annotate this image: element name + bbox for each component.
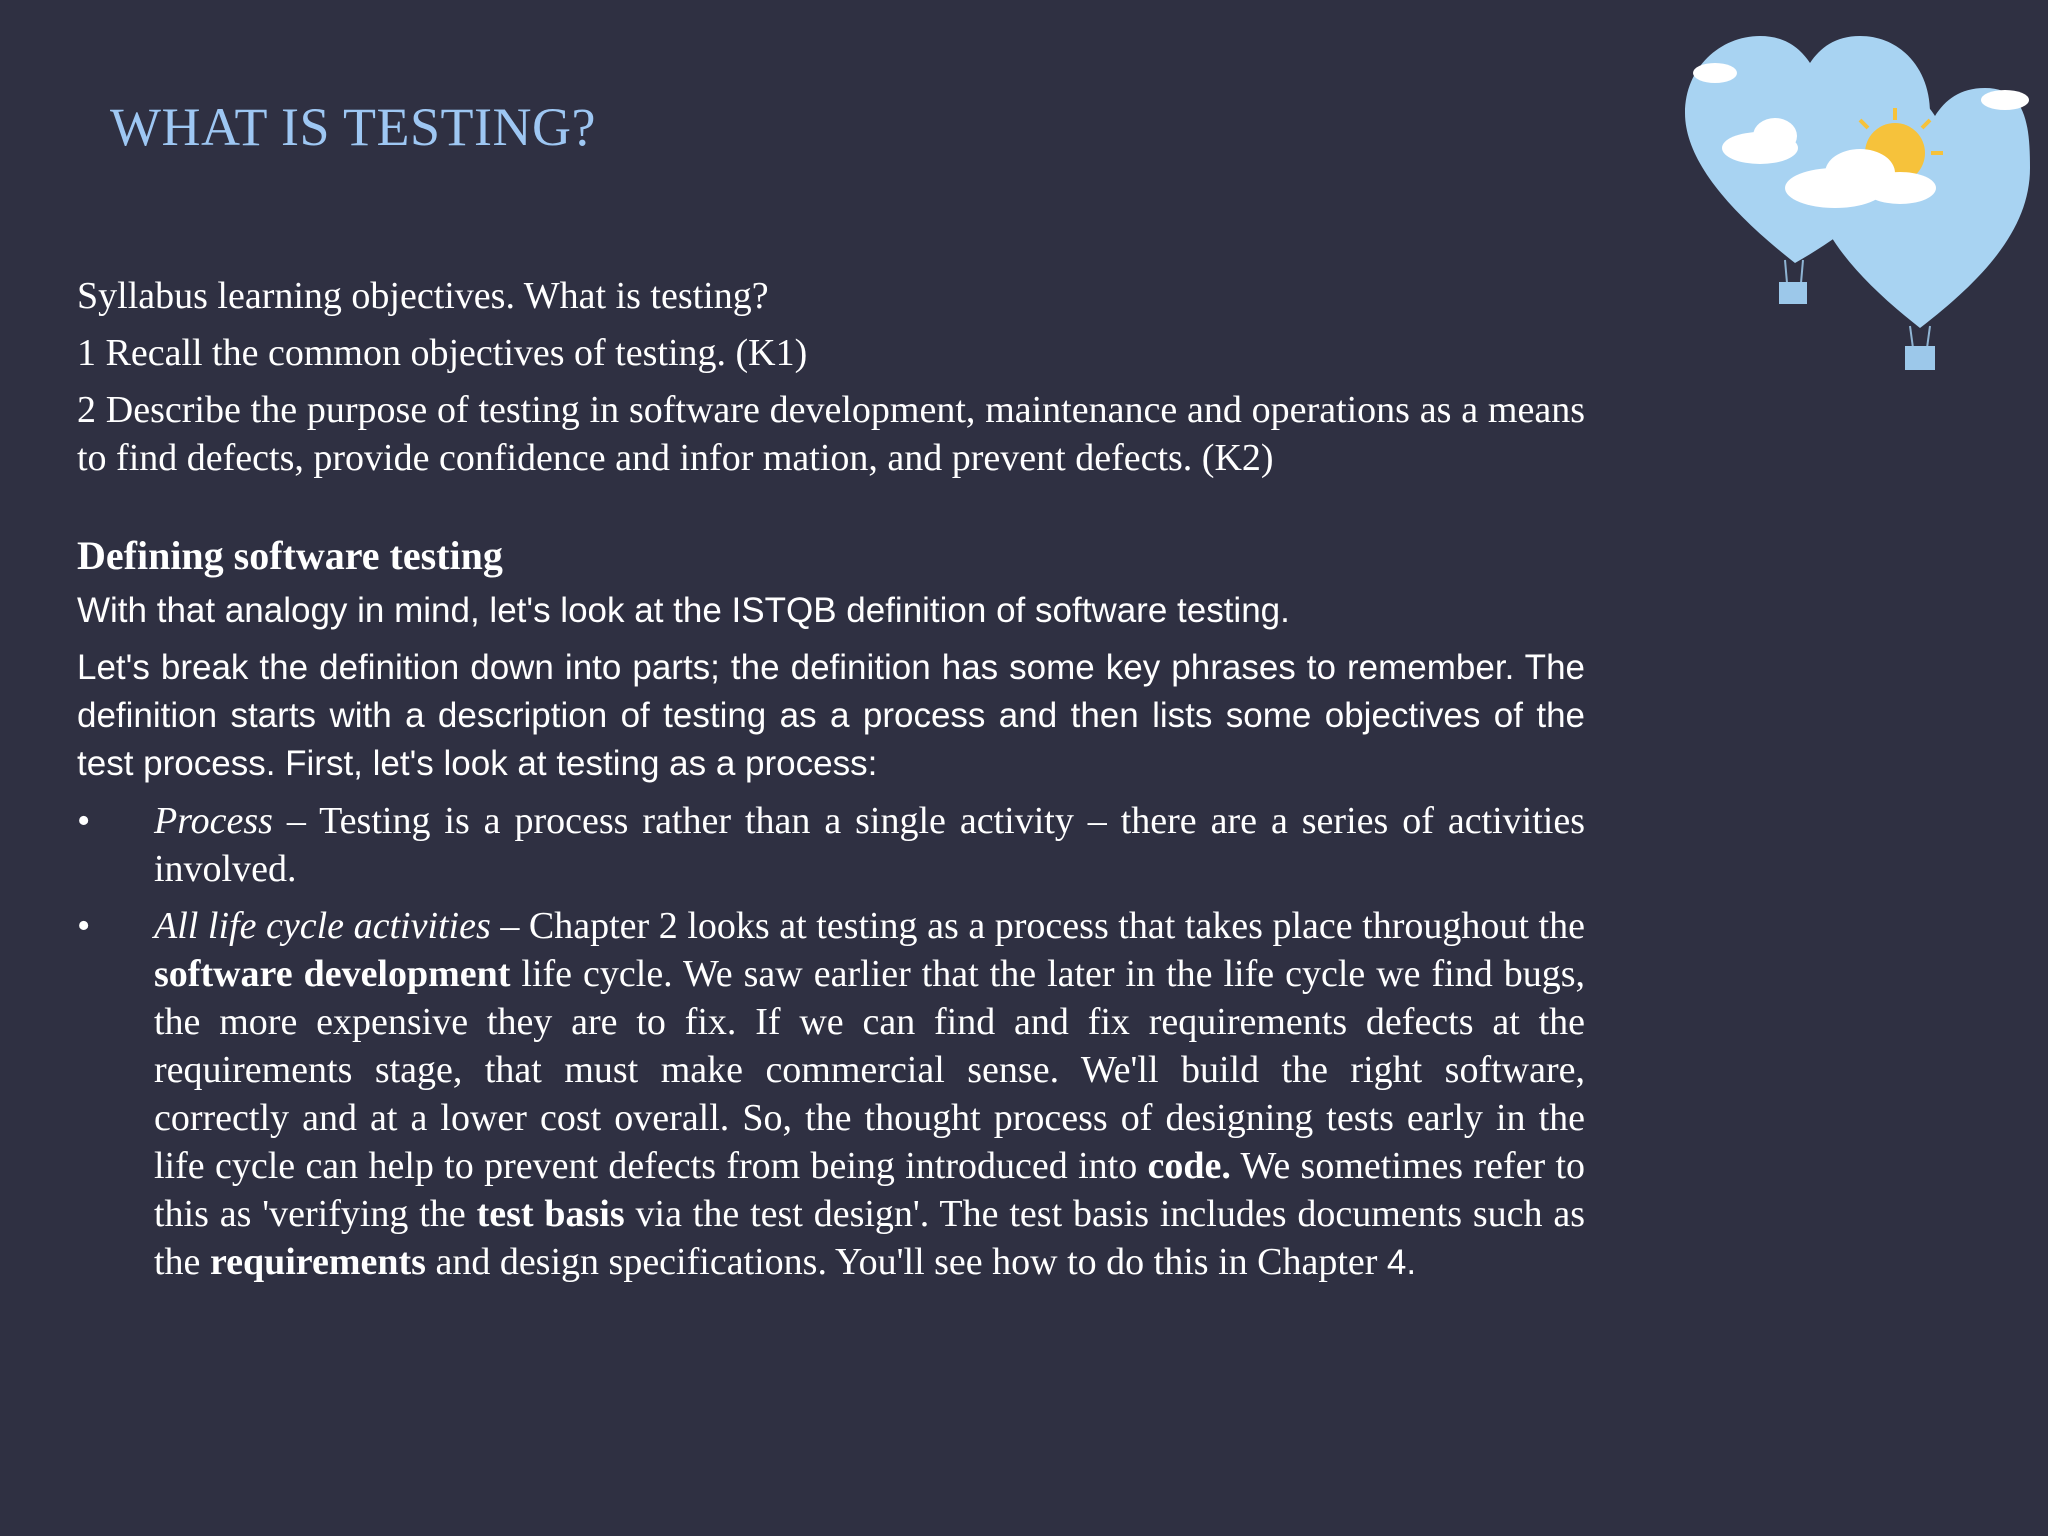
objective-item: 2 Describe the purpose of testing in software development, maintenance and operations as a means to find defects, provide confidence and infor mation, and prevent defects. (K2) — [77, 389, 1585, 479]
bullet-symbol: • — [77, 905, 91, 947]
objective-item: 1 Recall the common objectives of testing. (K1) — [77, 332, 808, 374]
section-paragraph: Let's break the definition down into parts; the definition has some key phrases to remember. The definition starts with a description of testing as a process and then lists some objectives of the test process. First, let's look at testing as a process: — [77, 648, 1585, 783]
section-heading: Defining software testing — [77, 533, 503, 578]
bullet-item — [77, 797, 1585, 893]
bullet-symbol: • — [77, 800, 91, 842]
slide-title: WHAT IS TESTING? — [110, 97, 596, 157]
bullet-term: Process — [154, 800, 273, 842]
bullet-item — [77, 902, 1585, 1287]
bullet-text: All life cycle activities – Chapter 2 looks at testing as a process that takes place throughout the software development life cycle. We saw earlier that the later in the life cycle we find bugs, the more expensive they are to fix. If we can find and fix requirements defects at the requirements stage, that must make commercial sense. We'll build the right software, correctly and at a lower cost overall. So, the thought process of designing tests early in the life cycle can help to prevent defects from being introduced into code. We sometimes refer to this as 'verifying the test basis via the test design'. The test basis includes documents such as the requirements and design specifications. You'll see how to do this in Chapter 4. — [154, 905, 1586, 1283]
hot-air-balloon-icon — [1685, 28, 2030, 388]
objectives-intro: Syllabus learning objectives. What is testing? — [77, 275, 769, 317]
balloon-right — [1810, 88, 2030, 370]
section-paragraph: With that analogy in mind, let's look at the ISTQB definition of software testing. — [77, 591, 1290, 630]
slide-body — [77, 272, 1585, 1296]
bullet-text: Process – Testing is a process rather than a single activity – there are a series of activities involved. — [154, 800, 1585, 890]
bullet-term: All life cycle activities — [154, 905, 491, 947]
